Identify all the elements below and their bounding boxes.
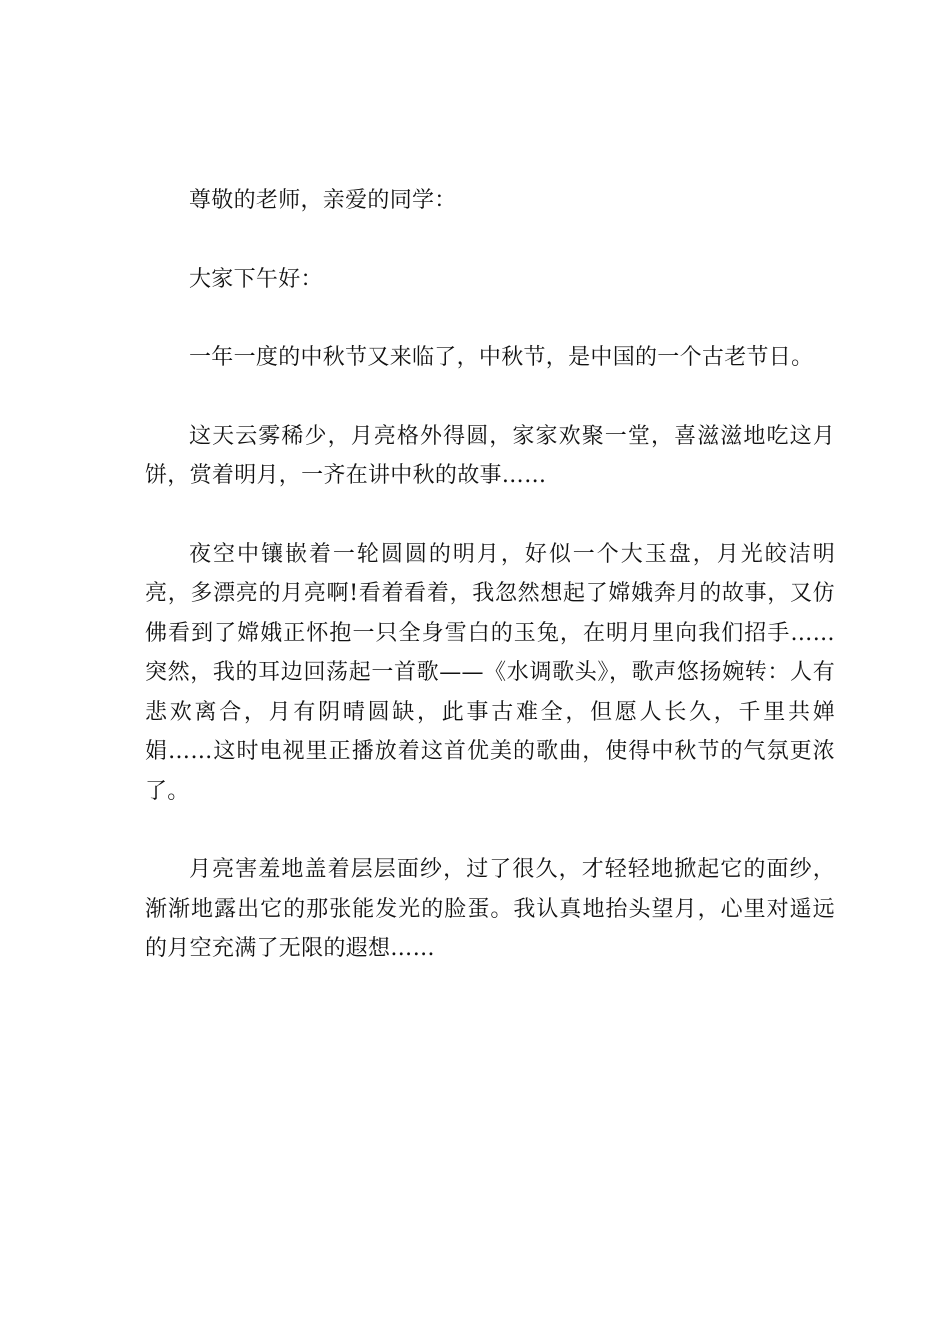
greeting: 大家下午好： [189,266,323,292]
document-body [145,181,835,1008]
paragraph-family-gathering: 这天云雾稀少，月亮格外得圆，家家欢聚一堂，喜滋滋地吃这月饼，赏着明月，一齐在讲中秋的故事…… [145,423,835,488]
paragraph-intro: 一年一度的中秋节又来临了，中秋节，是中国的一个古老节日。 [189,345,814,370]
paragraph-moon-veil: 月亮害羞地盖着层层面纱，过了很久，才轻轻地掀起它的面纱，渐渐地露出它的那张能发光的脸蛋。我认真地抬头望月，心里对遥远的月空充满了无限的遐想…… [145,857,835,961]
paragraph-moon-night: 夜空中镶嵌着一轮圆圆的明月，好似一个大玉盘，月光皎洁明亮，多漂亮的月亮啊!看着看着，我忽然想起了嫦娥奔月的故事，又仿佛看到了嫦娥正怀抱一只全身雪白的玉兔，在明月里向我们招手……突然，我的耳边回荡起一首歌——《水调歌头》，歌声悠扬婉转：人有悲欢离合，月有阴晴圆缺，此事古难全，但愿人长久，千里共婵娟……这时电视里正播放着这首优美的歌曲，使得中秋节的气氛更浓了。 [145,541,835,804]
salutation: 尊敬的老师，亲爱的同学： [189,188,457,213]
